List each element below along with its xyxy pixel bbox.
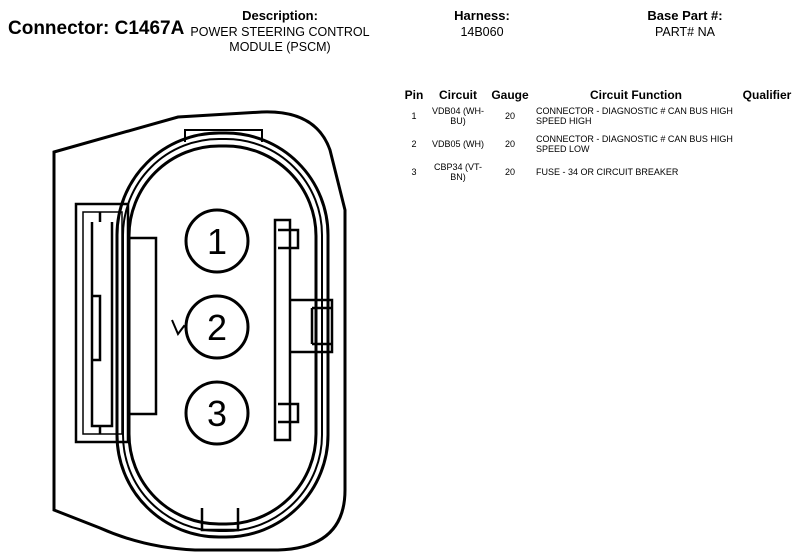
right-latch <box>275 220 332 440</box>
circuit-cell: VDB04 (WH-BU) <box>431 106 484 126</box>
column-header-pin: Pin <box>404 88 424 102</box>
pin-2-label: 2 <box>206 307 228 348</box>
column-header-circuit: Circuit <box>438 88 477 102</box>
connector-bottom-tab <box>202 508 238 530</box>
base-part-value: PART# NA <box>655 25 715 39</box>
pin-cell: 2 <box>411 139 417 149</box>
function-cell: CONNECTOR - DIAGNOSTIC # CAN BUS HIGH SPEED LOW <box>536 134 733 154</box>
column-header-gauge: Gauge <box>491 88 529 102</box>
circuit-cell: VDB05 (WH) <box>431 139 484 149</box>
gauge-cell: 20 <box>504 139 515 149</box>
pin-3-label: 3 <box>206 393 228 434</box>
function-cell: CONNECTOR - DIAGNOSTIC # CAN BUS HIGH SPEED HIGH <box>536 106 733 126</box>
gauge-cell: 20 <box>504 111 515 121</box>
description-value: POWER STEERING CONTROL MODULE (PSCM) <box>190 25 370 54</box>
column-header-circuit-function: Circuit Function <box>590 88 682 102</box>
pin-1 <box>186 210 248 272</box>
function-cell: FUSE - 34 OR CIRCUIT BREAKER <box>536 167 679 177</box>
base-part-label: Base Part #: <box>647 8 723 23</box>
pin-cell: 1 <box>411 111 417 121</box>
harness-value: 14B060 <box>460 25 504 39</box>
column-header-qualifier: Qualifier <box>742 88 792 102</box>
gauge-cell: 20 <box>504 167 515 177</box>
harness-label: Harness: <box>454 8 510 23</box>
pin-cell: 3 <box>411 167 417 177</box>
description-label: Description: <box>242 8 318 23</box>
circuit-cell: CBP34 (VT-BN) <box>433 162 482 182</box>
pin-1-label: 1 <box>206 221 228 262</box>
pin-3 <box>186 382 248 444</box>
connector-title: Connector: C1467A <box>8 18 185 39</box>
pin-2 <box>186 296 248 358</box>
